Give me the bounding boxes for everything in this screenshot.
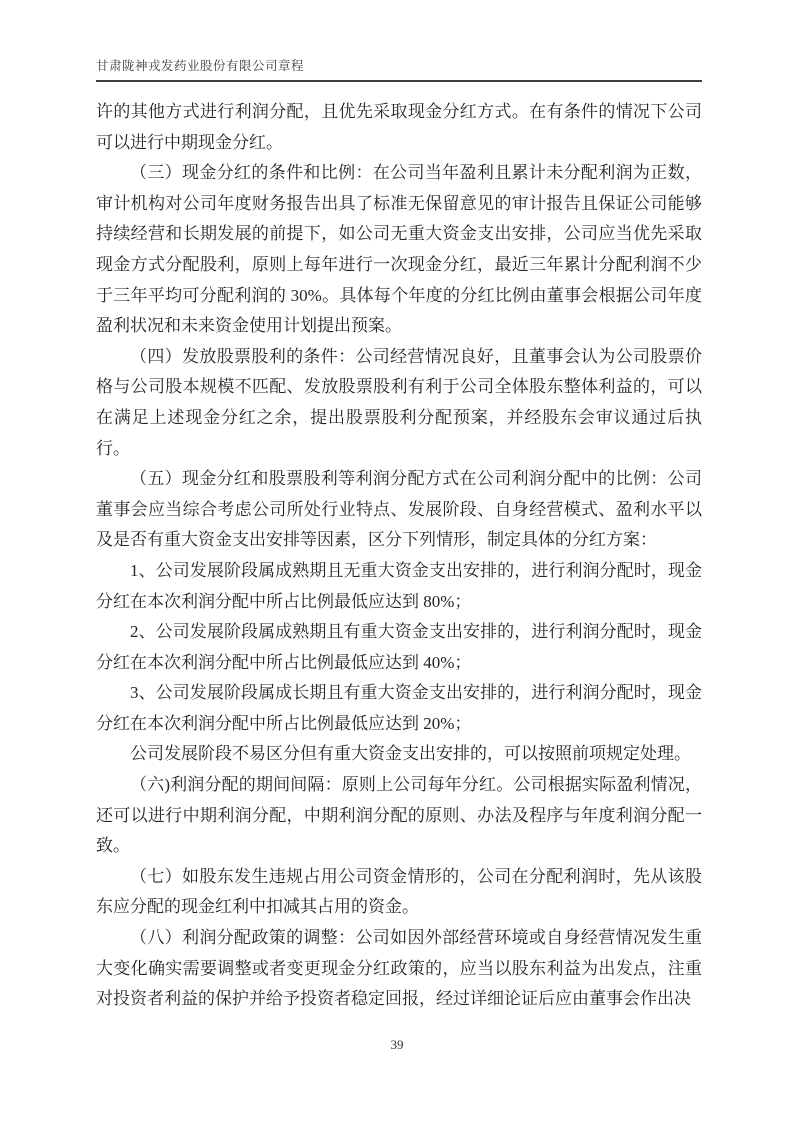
page-header-title: 甘肃陇神戎发药业股份有限公司章程 [96, 56, 702, 82]
paragraph-item-3: （三）现金分红的条件和比例：在公司当年盈利且累计未分配利润为正数，审计机构对公司年度财务报告出具了标准无保留意见的审计报告且保证公司能够持续经营和长期发展的前提下，如公司无重大资金支出安排，公司应当优先采取现金方式分配股利，原则上每年进行一次现金分红，最近三年累计分配利润不少于三年平均可分配利润的 30%。具体每个年度的分红比例由董事会根据公司年度盈利状况和未来资金使用计划提出预案。 [96, 163, 702, 336]
paragraph-item-7: （七）如股东发生违规占用公司资金情形的，公司在分配利润时，先从该股东应分配的现金红利中扣减其占用的资金。 [96, 866, 702, 917]
paragraph-continuation: 许的其他方式进行利润分配，且优先采取现金分红方式。在有条件的情况下公司可以进行中期现金分红。 [96, 102, 702, 152]
paragraph-item-5: （五）现金分红和股票股利等利润分配方式在公司利润分配中的比例：公司董事会应当综合考虑公司所处行业特点、发展阶段、自身经营模式、盈利水平以及是否有重大资金支出安排等因素，区分下列情形，制定具体的分红方案： [96, 469, 702, 550]
paragraph-item-4: （四）发放股票股利的条件：公司经营情况良好，且董事会认为公司股票价格与公司股本规模不匹配、发放股票股利有利于公司全体股东整体利益的，可以在满足上述现金分红之余，提出股票股利分配预案，并经股东会审议通过后执行。 [96, 346, 702, 458]
paragraph-subitem-2: 2、公司发展阶段属成熟期且有重大资金支出安排的，进行利润分配时，现金分红在本次利润分配中所占比例最低应达到 40%； [96, 622, 702, 672]
paragraph-subitem-note: 公司发展阶段不易区分但有重大资金支出安排的，可以按照前项规定处理。 [130, 744, 691, 764]
page-number: 39 [390, 1037, 404, 1052]
paragraph-subitem-3: 3、公司发展阶段属成长期且有重大资金支出安排的，进行利润分配时，现金分红在本次利润分配中所占比例最低应达到 20%； [96, 683, 702, 733]
paragraph-item-8: （八）利润分配政策的调整：公司如因外部经营环境或自身经营情况发生重大变化确实需要调整或者变更现金分红政策的，应当以股东利益为出发点，注重对投资者利益的保护并给予投资者稳定回报，经过详细论证后应由董事会作出决 [96, 928, 702, 1009]
document-body [96, 97, 702, 1015]
paragraph-item-6: （六)利润分配的期间间隔：原则上公司每年分红。公司根据实际盈利情况，还可以进行中期利润分配，中期利润分配的原则、办法及程序与年度利润分配一致。 [96, 775, 702, 856]
paragraph-subitem-1: 1、公司发展阶段属成熟期且无重大资金支出安排的，进行利润分配时，现金分红在本次利润分配中所占比例最低应达到 80%； [96, 560, 702, 611]
